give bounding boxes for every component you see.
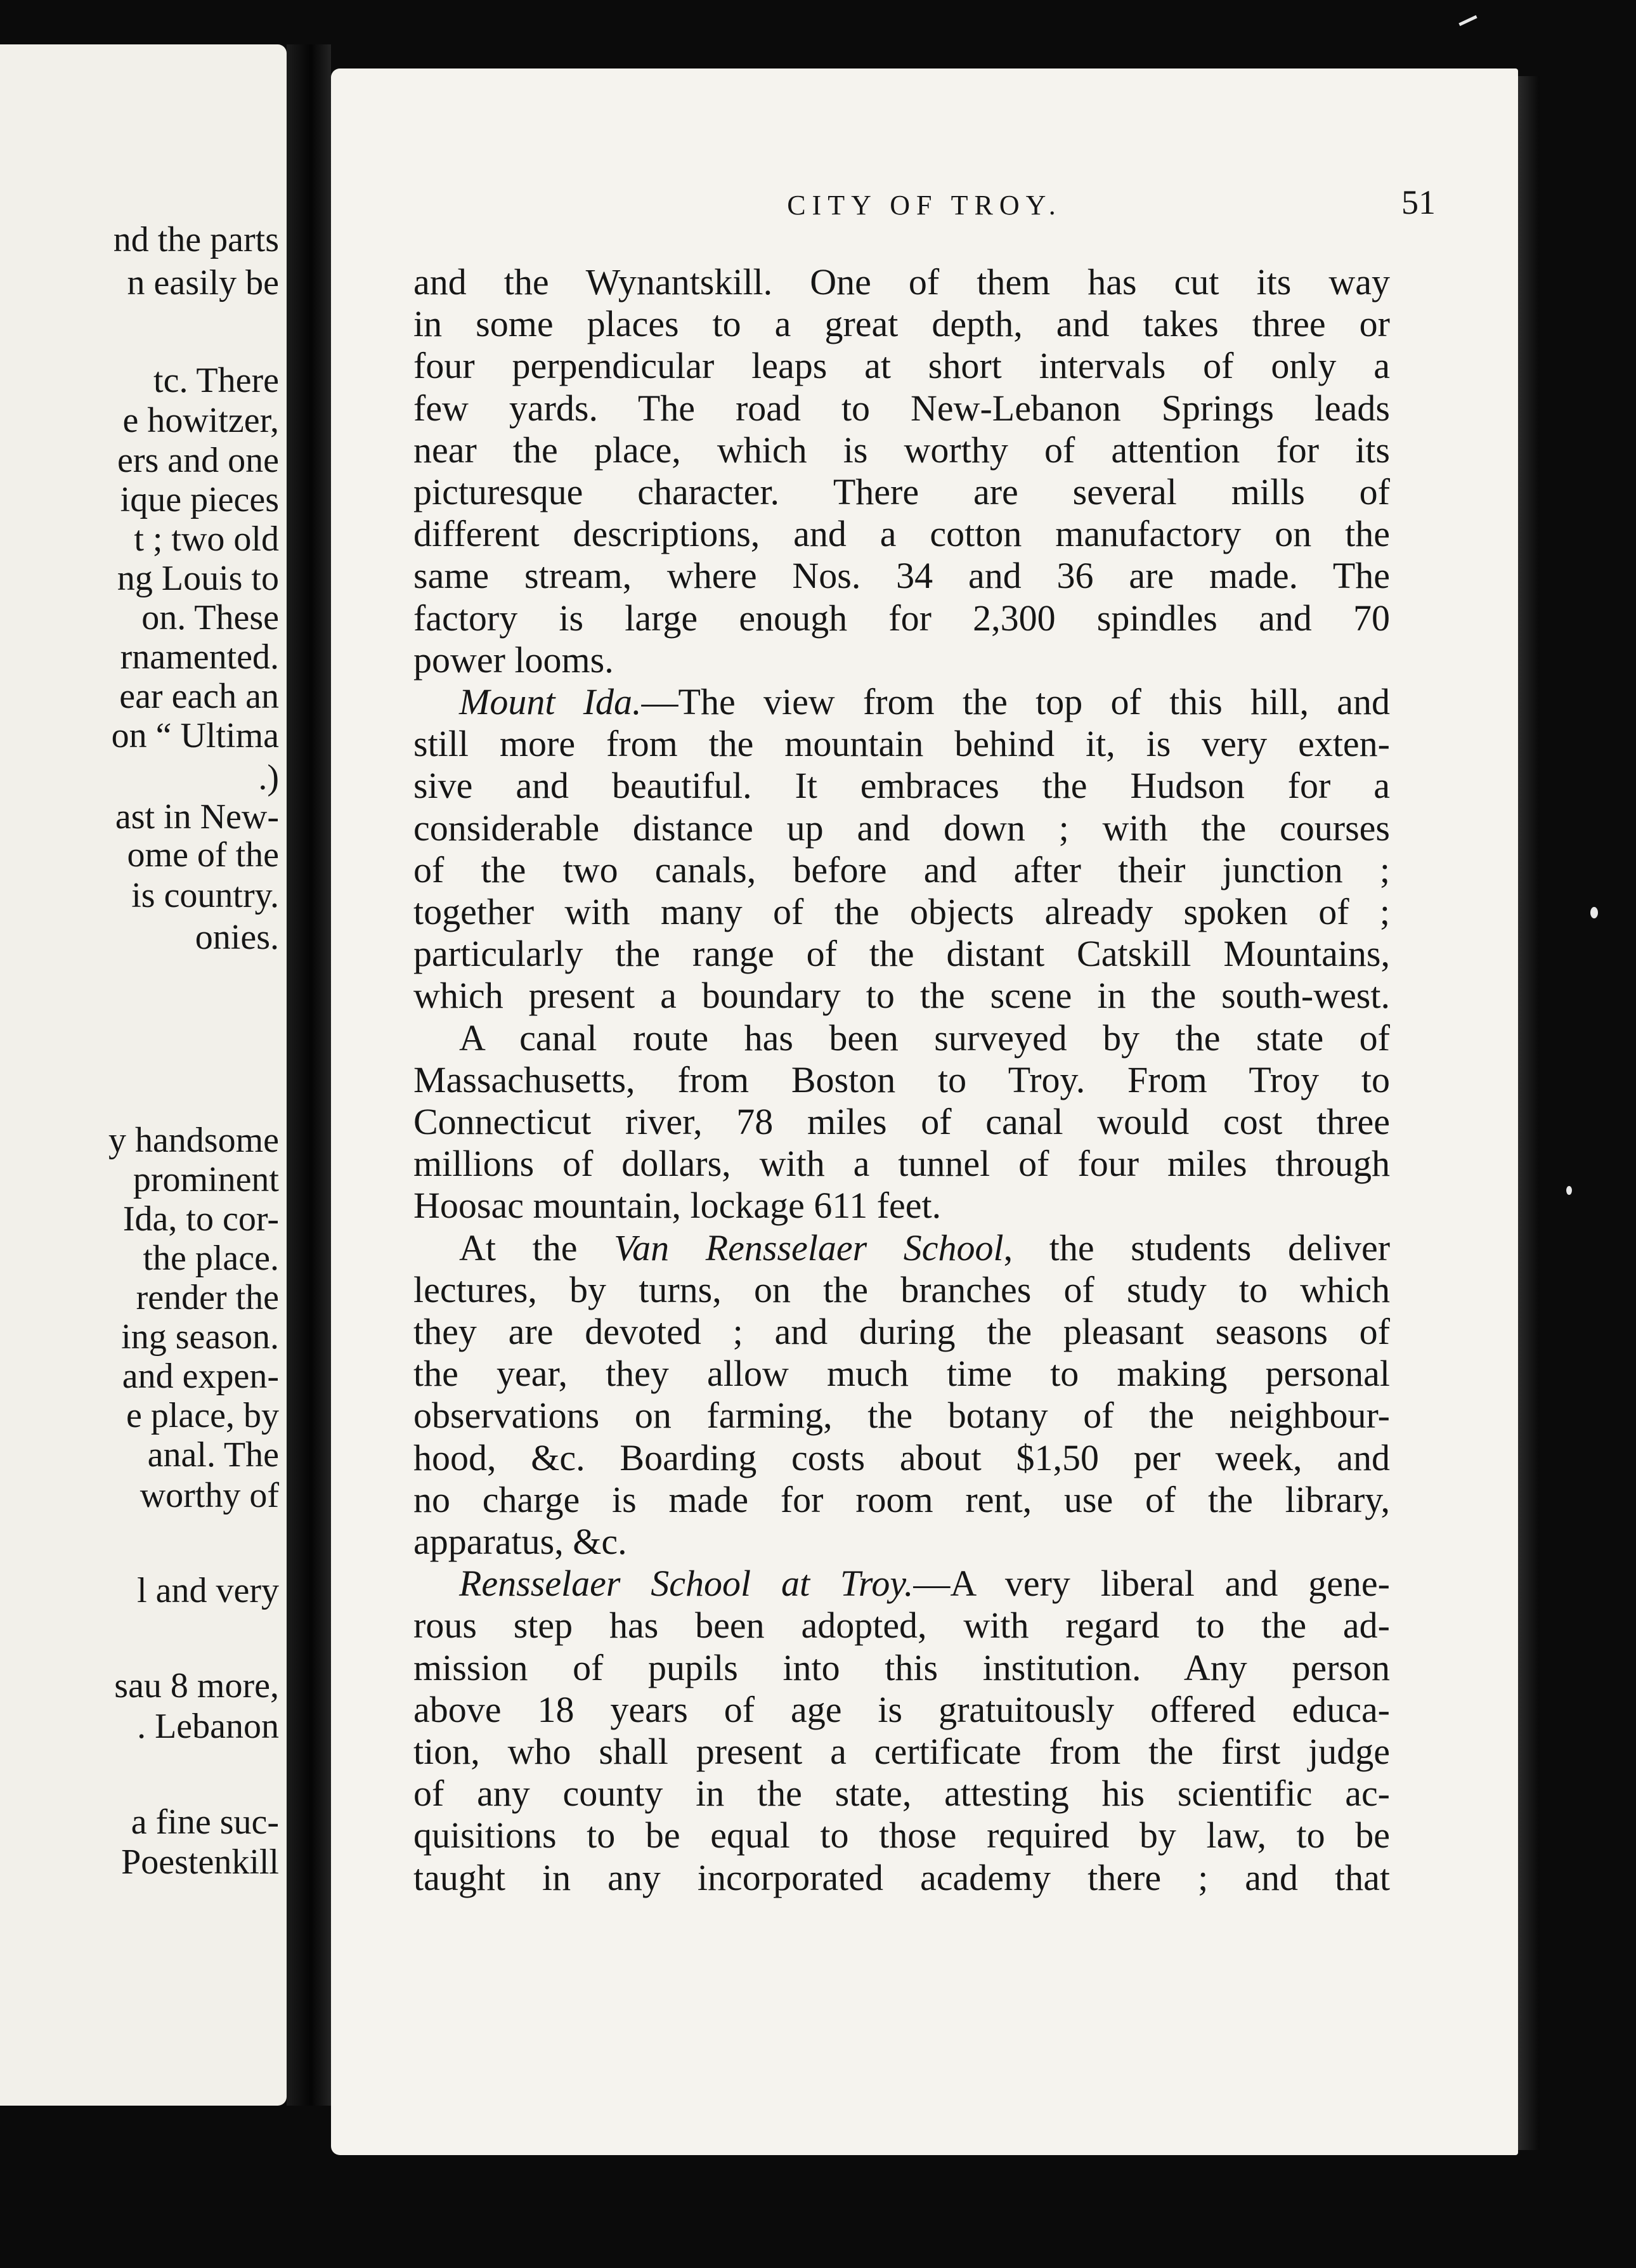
page-number: 51 bbox=[1401, 183, 1436, 221]
text-line: Hoosac mountain, lockage 611 feet. bbox=[413, 1185, 942, 1227]
text-line: A canal route has been surveyed by the state of bbox=[459, 1017, 1390, 1059]
left-page-line: a fine suc- bbox=[131, 1802, 279, 1842]
left-page-line: sau 8 more, bbox=[114, 1666, 279, 1705]
text-line: which present a boundary to the scene in the south-west. bbox=[413, 975, 1390, 1017]
left-page-line: ique pieces bbox=[120, 480, 279, 519]
text-line: no charge is made for room rent, use of the library, bbox=[413, 1478, 1390, 1520]
text-line: hood, &c. Boarding costs about $1,50 per week, and bbox=[413, 1437, 1390, 1478]
text-line: power looms. bbox=[413, 639, 614, 681]
text-line: same stream, where Nos. 34 and 36 are made. The bbox=[413, 555, 1390, 597]
edge-speck bbox=[1566, 1186, 1572, 1195]
left-page-line: onies. bbox=[195, 918, 279, 957]
left-page-line: anal. The bbox=[147, 1435, 279, 1475]
text-line: quisitions to be equal to those required by law, to be bbox=[413, 1815, 1390, 1856]
text-line: Massachusetts, from Boston to Troy. From Troy to bbox=[413, 1059, 1390, 1100]
text-line: together with many of the objects already spoken of ; bbox=[413, 891, 1390, 932]
text-line: mission of pupils into this institution. Any person bbox=[413, 1646, 1390, 1688]
left-page-line: n easily be bbox=[127, 263, 279, 303]
text-line: considerable distance up and down ; with the courses bbox=[413, 807, 1390, 849]
text-line: observations on farming, the botany of the neighbour- bbox=[413, 1395, 1390, 1437]
running-head: CITY OF TROY. bbox=[787, 190, 1062, 221]
left-page-line: worthy of bbox=[140, 1476, 279, 1515]
left-page-line: tc. There bbox=[153, 361, 279, 400]
left-page-line: Ida, to cor- bbox=[122, 1199, 279, 1239]
text-line: apparatus, &c. bbox=[413, 1521, 627, 1562]
text-line: the year, they allow much time to making personal bbox=[413, 1353, 1390, 1395]
text-line: sive and beautiful. It embraces the Hudson for a bbox=[413, 765, 1390, 807]
left-page-line: ing season. bbox=[121, 1317, 279, 1357]
text-line: in some places to a great depth, and takes three or bbox=[413, 303, 1390, 345]
left-page-line: ers and one bbox=[117, 441, 279, 480]
page-edge bbox=[1518, 76, 1540, 2150]
text-line: particularly the range of the distant Catskill Mountains, bbox=[413, 933, 1390, 975]
text-line: different descriptions, and a cotton manufactory on the bbox=[413, 513, 1390, 555]
left-page-line: t ; two old bbox=[134, 519, 279, 559]
text-line: above 18 years of age is gratuitously offered educa- bbox=[413, 1688, 1390, 1730]
text-line: Mount Ida.—The view from the top of this hill, and bbox=[459, 681, 1390, 722]
text-line: four perpendicular leaps at short intervals of only a bbox=[413, 345, 1390, 387]
left-page-line: prominent bbox=[133, 1160, 279, 1199]
text-line: lectures, by turns, on the branches of study to which bbox=[413, 1268, 1390, 1310]
left-page-line: on “ Ultima bbox=[111, 716, 279, 755]
text-line: Rensselaer School at Troy.—A very liberal and gene- bbox=[459, 1563, 1390, 1605]
left-page-line: e howitzer, bbox=[122, 401, 279, 440]
left-page-line: ast in New- bbox=[115, 797, 279, 837]
text-line: millions of dollars, with a tunnel of four miles through bbox=[413, 1143, 1390, 1185]
left-page-line: nd the parts bbox=[113, 220, 279, 259]
edge-speck bbox=[1590, 907, 1598, 918]
text-line: of any county in the state, attesting his scientific ac- bbox=[413, 1773, 1390, 1815]
text-line: of the two canals, before and after their junction ; bbox=[413, 849, 1390, 890]
text-line: and the Wynantskill. One of them has cut its way bbox=[413, 261, 1390, 303]
left-page-line: Poestenkill bbox=[121, 1842, 279, 1882]
left-page-line: ear each an bbox=[119, 677, 279, 716]
text-line: factory is large enough for 2,300 spindles and 70 bbox=[413, 597, 1390, 639]
text-line: tion, who shall present a certificate from the first judge bbox=[413, 1731, 1390, 1772]
left-page-line: e place, by bbox=[126, 1396, 279, 1435]
text-line: At the Van Rensselaer School, the students deliver bbox=[459, 1227, 1391, 1268]
left-page bbox=[0, 44, 287, 2106]
left-page-line: ng Louis to bbox=[117, 559, 279, 598]
left-page-line: is country. bbox=[131, 876, 279, 915]
left-page-line: and expen- bbox=[122, 1357, 279, 1396]
left-page-line: . Lebanon bbox=[137, 1707, 279, 1746]
left-page-line: on. These bbox=[141, 598, 279, 637]
text-line: still more from the mountain behind it, is very exten- bbox=[413, 723, 1390, 765]
text-line: taught in any incorporated academy there ; and that bbox=[413, 1856, 1390, 1898]
text-line: rous step has been adopted, with regard to the ad- bbox=[413, 1605, 1390, 1646]
text-line: Connecticut river, 78 miles of canal would cost three bbox=[413, 1101, 1390, 1142]
book-gutter bbox=[287, 44, 331, 2106]
text-line: near the place, which is worthy of attention for its bbox=[413, 429, 1390, 471]
left-page-line: .) bbox=[258, 758, 279, 797]
text-line: few yards. The road to New-Lebanon Springs leads bbox=[413, 387, 1390, 429]
left-page-line: l and very bbox=[137, 1571, 279, 1610]
text-line: picturesque character. There are several mills of bbox=[413, 471, 1390, 512]
left-page-line: ome of the bbox=[127, 835, 279, 875]
left-page-line: y handsome bbox=[108, 1121, 279, 1160]
left-page-line: render the bbox=[136, 1278, 279, 1317]
left-page-line: rnamented. bbox=[120, 637, 279, 677]
corner-mark bbox=[1458, 15, 1477, 26]
text-line: they are devoted ; and during the pleasant seasons of bbox=[413, 1311, 1390, 1352]
left-page-line: the place. bbox=[143, 1239, 279, 1278]
